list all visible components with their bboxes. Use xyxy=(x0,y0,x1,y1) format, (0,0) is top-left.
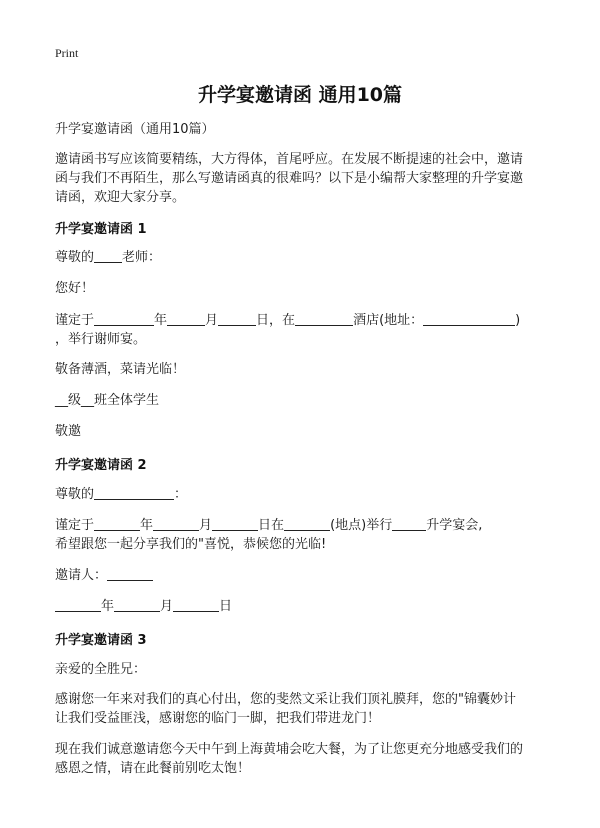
intro-line-2: 函与我们不再陌生，那么写邀请函真的很难吗？以下是小编帮大家整理的升学宴邀 xyxy=(55,171,524,186)
letter2-inviter xyxy=(55,566,555,585)
text-segment: 月 xyxy=(199,518,213,533)
letter2-date-line xyxy=(55,516,555,535)
letter2-date-sign xyxy=(55,597,555,616)
letter1-signer: __级__班全体学生 xyxy=(55,393,160,408)
salutation-prefix: 尊敬的 xyxy=(55,250,95,265)
blank-line xyxy=(94,311,154,326)
blank-line xyxy=(173,597,219,612)
text-segment: 日在 xyxy=(258,518,285,533)
blank-line xyxy=(218,311,256,326)
text-segment: ) xyxy=(515,313,521,328)
blank-line xyxy=(94,485,174,500)
salutation-suffix: 老师： xyxy=(122,250,162,265)
letter3-para2-line-2: 感恩之情，请在此餐前别吃太饱！ xyxy=(55,761,251,776)
blank-line xyxy=(107,566,153,581)
letter3-salutation: 亲爱的全胜兄： xyxy=(55,662,147,677)
blank-line xyxy=(284,516,330,531)
letter3-heading: 升学宴邀请函 3 xyxy=(55,633,147,648)
text-segment: 年 xyxy=(154,313,168,328)
intro-line-3: 请函，欢迎大家分享。 xyxy=(55,190,186,205)
blank-line xyxy=(114,597,160,612)
salutation-suffix: ： xyxy=(174,487,188,502)
subtitle: 升学宴邀请函（通用10篇） xyxy=(55,122,215,137)
intro-line-1: 邀请函书写应该简要精练，大方得体，首尾呼应。在发展不断提速的社会中，邀请 xyxy=(55,152,524,167)
letter1-wine: 敬备薄酒，菜请光临！ xyxy=(55,362,186,377)
letter1-date-line xyxy=(55,311,555,330)
salutation-prefix: 尊敬的 xyxy=(55,487,95,502)
blank-line xyxy=(94,248,122,263)
letter3-para1-line-1: 感谢您一年来对我们的真心付出，您的斐然文采让我们顶礼膜拜，您的"锦囊妙计 xyxy=(55,692,516,707)
text-segment: 谨定于 xyxy=(55,313,95,328)
text-segment: 年 xyxy=(140,518,154,533)
blank-line xyxy=(153,516,199,531)
letter1-closing: 敬邀 xyxy=(55,424,82,439)
text-segment: (地点)举行 xyxy=(330,518,393,533)
blank-line xyxy=(94,516,140,531)
print-link[interactable]: Print xyxy=(55,46,79,60)
text-segment: 月 xyxy=(160,599,174,614)
letter1-greeting: 您好！ xyxy=(55,281,95,296)
letter1-heading: 升学宴邀请函 1 xyxy=(55,222,147,237)
text-segment: 年 xyxy=(101,599,115,614)
text-segment: 升学宴会, xyxy=(426,518,483,533)
blank-line xyxy=(55,597,101,612)
letter3-para2-line-1: 现在我们诚意邀请您今天中午到上海黄埔会吃大餐，为了让您更充分地感受我们的 xyxy=(55,742,524,757)
letter2-date-line-2: 希望跟您一起分享我们的"喜悦，恭候您的光临! xyxy=(55,537,327,552)
blank-line xyxy=(392,516,426,531)
page-title: 升学宴邀请函 通用10篇 xyxy=(197,84,403,106)
inviter-label: 邀请人： xyxy=(55,568,108,583)
blank-line xyxy=(295,311,353,326)
text-segment: 谨定于 xyxy=(55,518,95,533)
text-segment: 日 xyxy=(219,599,233,614)
text-segment: 日，在 xyxy=(256,313,296,328)
text-segment: 酒店(地址： xyxy=(353,313,424,328)
letter1-salutation xyxy=(55,248,555,267)
text-segment: 月 xyxy=(205,313,219,328)
letter2-salutation xyxy=(55,485,555,504)
letter3-para1-line-2: 让我们受益匪浅，感谢您的临门一脚，把我们带进龙门！ xyxy=(55,711,381,726)
blank-line xyxy=(212,516,258,531)
blank-line xyxy=(423,311,515,326)
blank-line xyxy=(167,311,205,326)
letter2-heading: 升学宴邀请函 2 xyxy=(55,458,147,473)
letter1-date-line-2: ，举行谢师宴。 xyxy=(55,332,147,347)
